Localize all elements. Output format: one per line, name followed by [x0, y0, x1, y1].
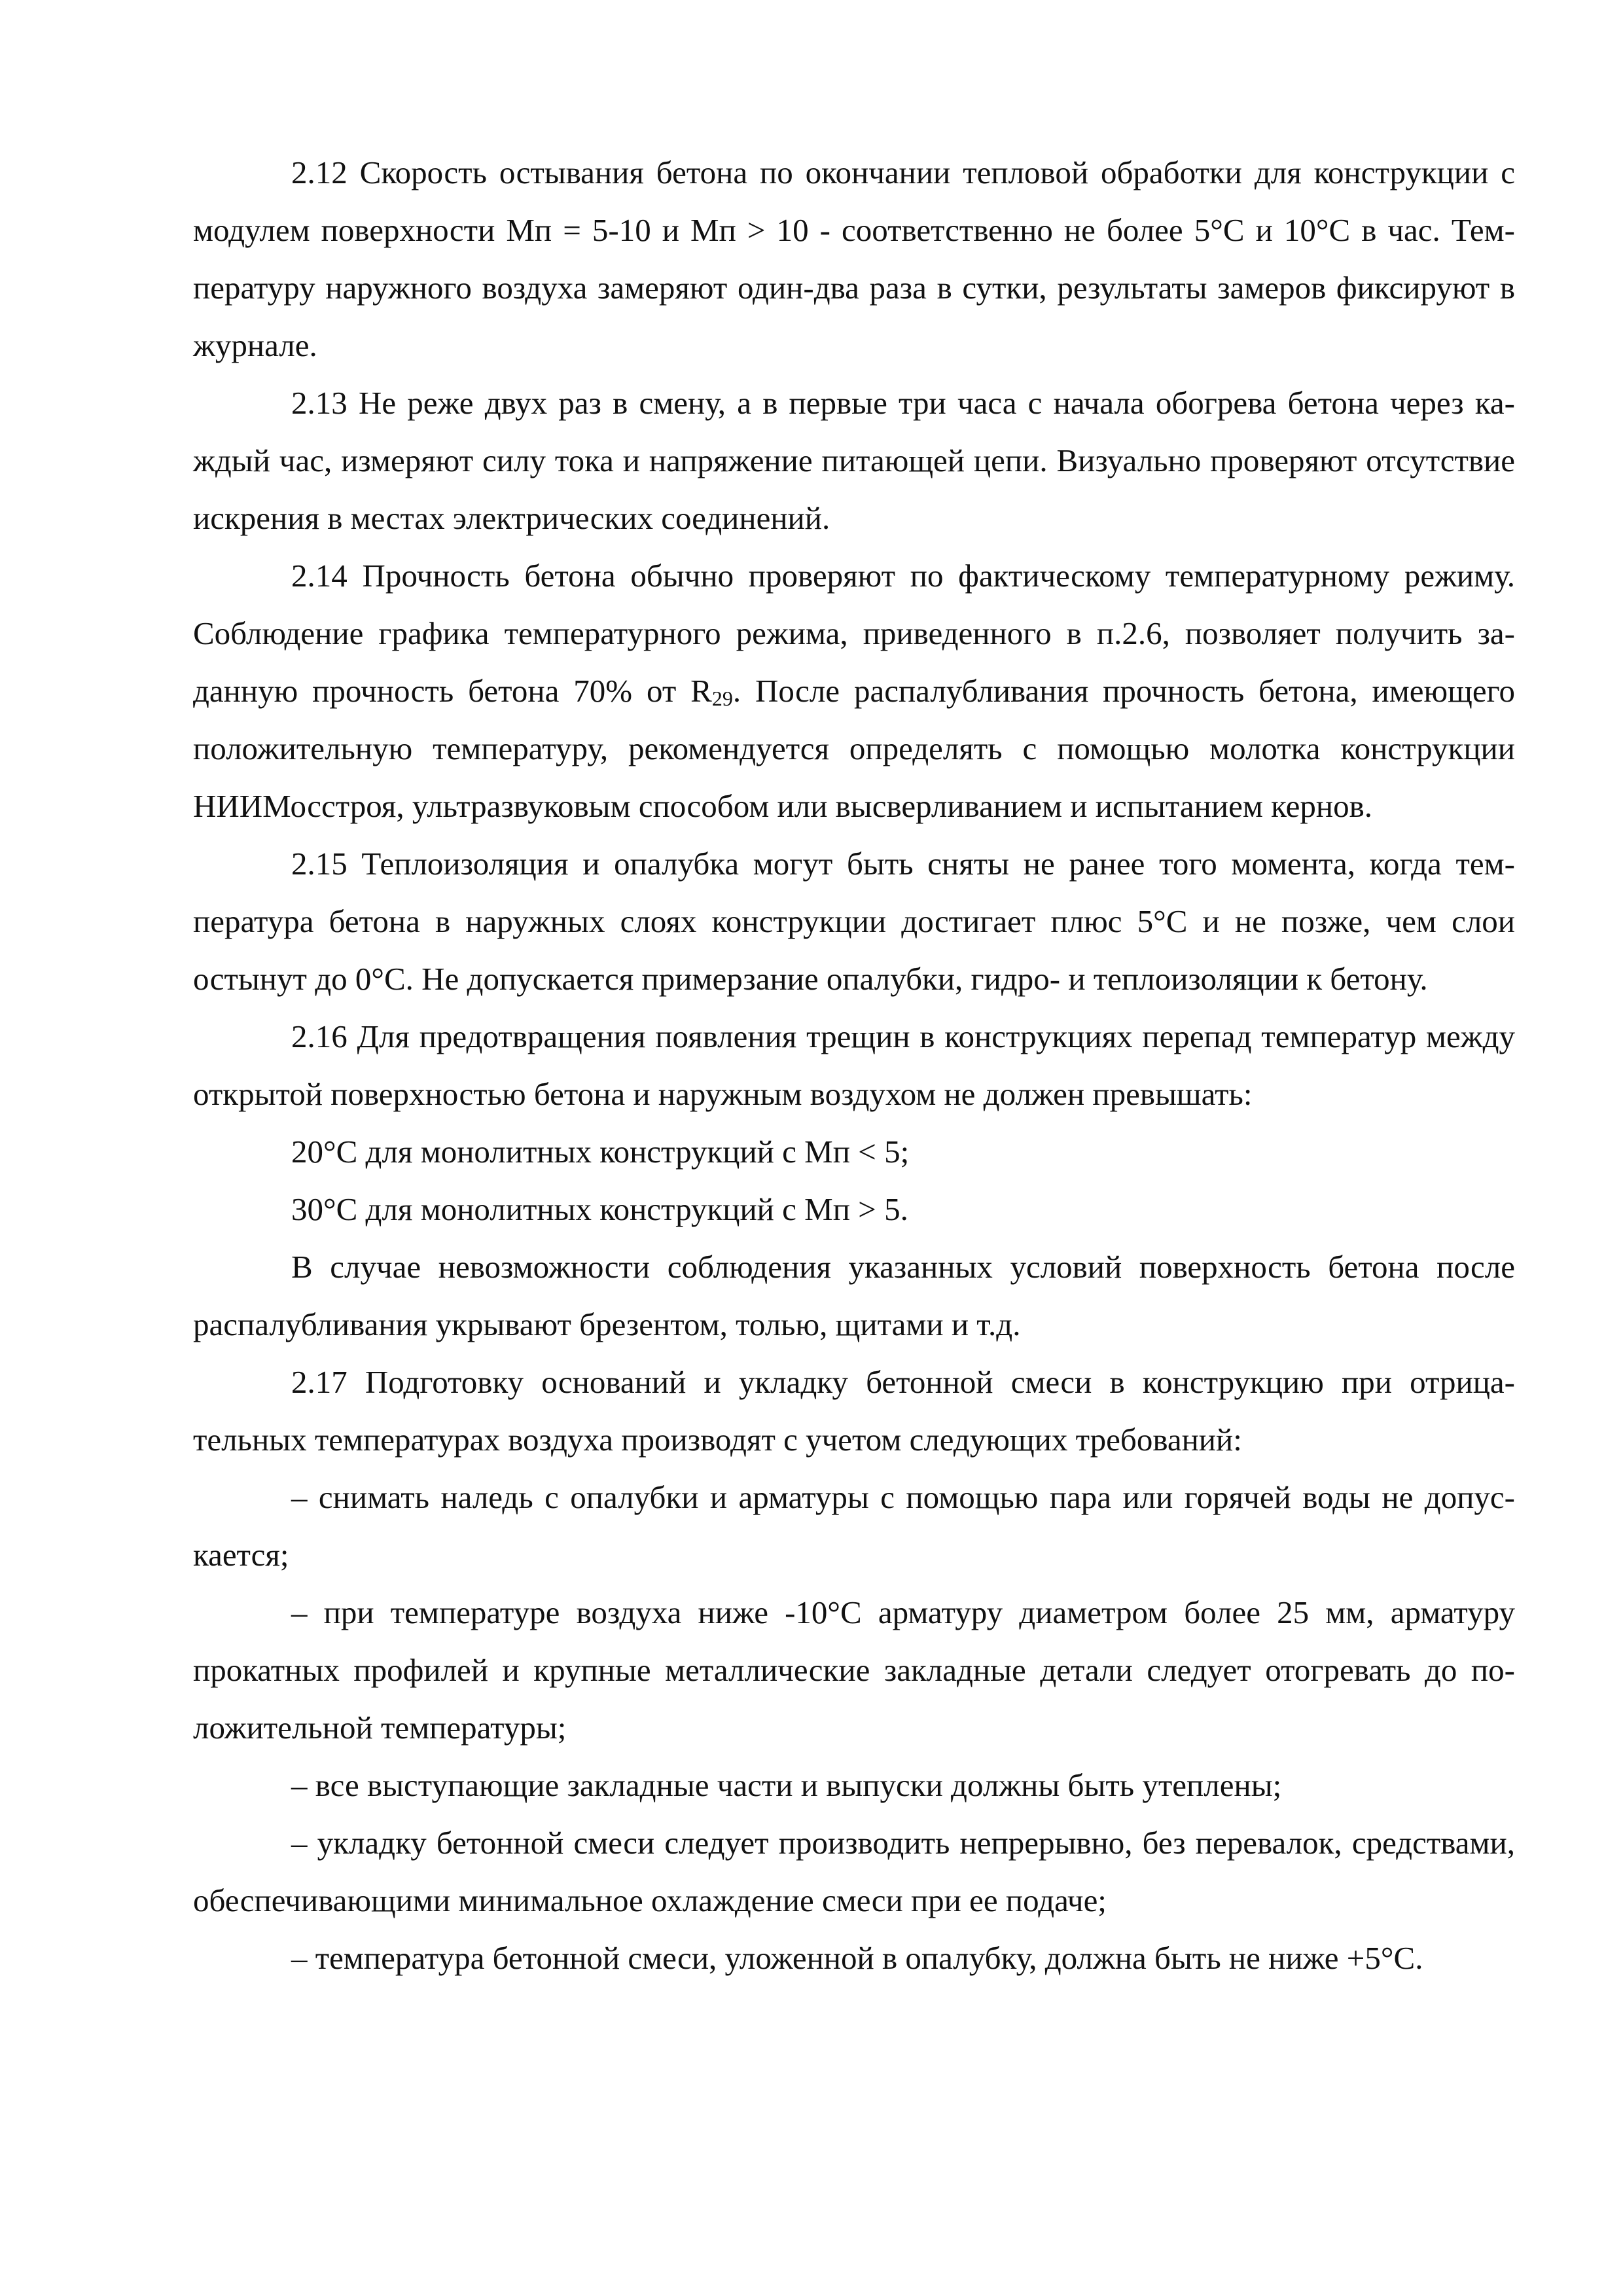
- paragraph-text: 2.16 Для предотвращения появления трещин в конструкциях перепад температур между открытой поверхностью бетона и наружным воздухом не должен превышать:: [193, 1018, 1515, 1112]
- paragraph-2-16-note: [193, 1238, 1515, 1354]
- paragraph-text: 2.14 Прочность бетона обычно проверяют по фактическому температурному режиму. Соблюдение графика температурного режима, приведенного в п.2.6, позволяет получить заданную прочность бетона 70% от R: [193, 558, 1515, 709]
- paragraph-text: – снимать наледь с опалубки и арматуры с помощью пара или горячей воды не допускается;: [193, 1479, 1515, 1573]
- document-body: [193, 144, 1515, 1987]
- subscript-29: 29: [711, 687, 733, 710]
- paragraph-text: – все выступающие закладные части и выпуски должны быть утеплены;: [291, 1767, 1282, 1803]
- paragraph-2-13: [193, 374, 1515, 547]
- paragraph-text: 2.13 Не реже двух раз в смену, а в первые три часа с начала обогрева бетона через каждый час, измеряют силу тока и напряжение питающей цепи. Визуально проверяют отсутствие искрения в местах электрических соединений.: [193, 385, 1515, 536]
- requirement-item-3: [193, 1757, 1515, 1814]
- paragraph-2-16: [193, 1008, 1515, 1123]
- condition-line-1: [193, 1123, 1515, 1181]
- paragraph-text: – укладку бетонной смеси следует производить непрерывно, без перевалок, средствами, обеспечивающими минимальное охлаждение смеси при ее подаче;: [193, 1825, 1515, 1918]
- paragraph-text: 20°С для монолитных конструкций с Мп < 5;: [291, 1134, 910, 1170]
- paragraph-2-15: [193, 835, 1515, 1008]
- paragraph-text: . После распалубливания прочность бетона, имеющего положительную температуру, рекомендуется определять с помощью молотка конструкции НИИМосстроя, ультразвуковым способом или высверливанием и испытанием кернов.: [193, 673, 1515, 824]
- requirement-item-4: [193, 1814, 1515, 1929]
- paragraph-text: 2.12 Скорость остывания бетона по окончании тепловой обработки для конструкции с модулем поверхности Мп = 5-10 и Мп > 10 - соответственно не более 5°С и 10°С в час. Температуру наружного воздуха замеряют один-два раза в сутки, результаты замеров фиксируют в журнале.: [193, 154, 1515, 363]
- paragraph-2-17: [193, 1354, 1515, 1469]
- requirement-item-1: [193, 1469, 1515, 1584]
- paragraph-2-12: [193, 144, 1515, 374]
- paragraph-2-14: [193, 547, 1515, 835]
- paragraph-text: – при температуре воздуха ниже -10°С арматуру диаметром более 25 мм, арматуру прокатных профилей и крупные металлические закладные детали следует отогревать до положительной температуры;: [193, 1594, 1515, 1746]
- paragraph-text: – температура бетонной смеси, уложенной в опалубку, должна быть не ниже +5°С.: [291, 1940, 1423, 1976]
- paragraph-text: 30°С для монолитных конструкций с Мп > 5.: [291, 1191, 908, 1227]
- paragraph-text: В случае невозможности соблюдения указанных условий поверхность бетона после распалубливания укрывают брезентом, толью, щитами и т.д.: [193, 1249, 1515, 1342]
- requirement-item-5: [193, 1929, 1515, 1987]
- requirement-item-2: [193, 1584, 1515, 1757]
- paragraph-text: 2.17 Подготовку оснований и укладку бетонной смеси в конструкцию при отрицательных температурах воздуха производят с учетом следующих требований:: [193, 1364, 1515, 1458]
- condition-line-2: [193, 1181, 1515, 1238]
- paragraph-text: 2.15 Теплоизоляция и опалубка могут быть сняты не ранее того момента, когда температура бетона в наружных слоях конструкции достигает плюс 5°С и не позже, чем слои остынут до 0°С. Не допускается примерзание опалубки, гидро- и теплоизоляции к бетону.: [193, 846, 1515, 997]
